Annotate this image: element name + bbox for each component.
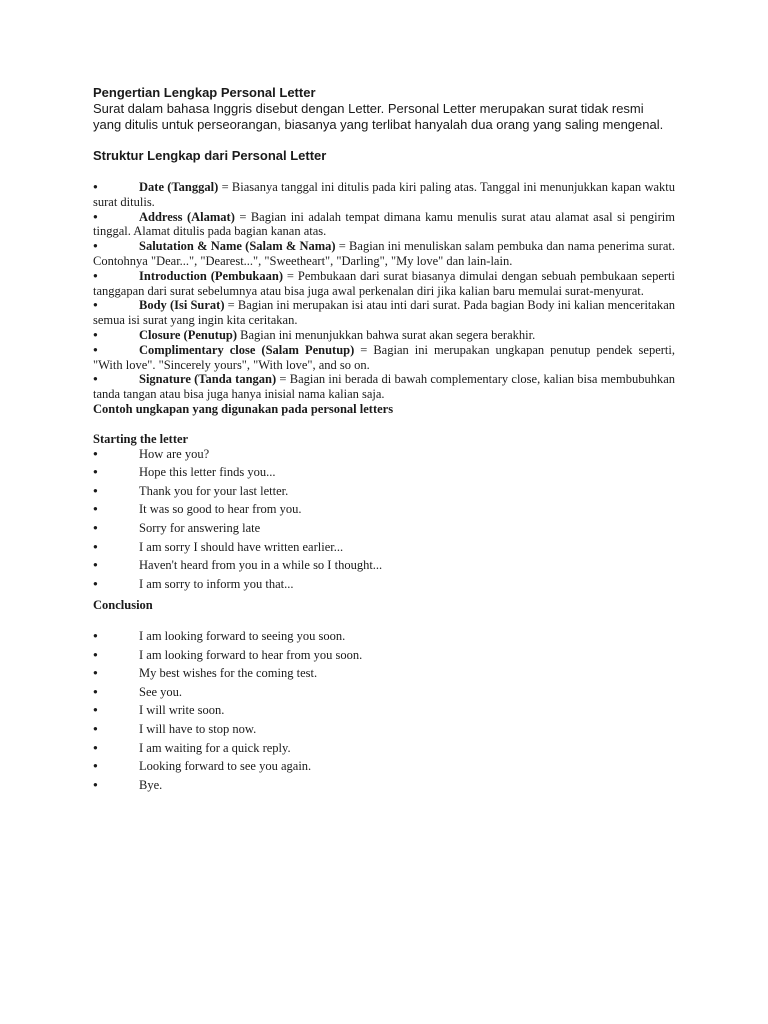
list-item <box>93 465 675 484</box>
bullet-icon: ● <box>93 631 98 641</box>
phrase-text: Thank you for your last letter. <box>139 483 289 498</box>
bullet-icon: ● <box>93 329 98 339</box>
phrase-text: Haven't heard from you in a while so I thought... <box>139 558 383 573</box>
structure-desc: Bagian ini menunjukkan bahwa surat akan segera berakhir. <box>237 327 536 342</box>
structure-item <box>93 328 675 343</box>
structure-term: Closure (Penutup) <box>139 327 238 342</box>
list-item <box>93 629 675 648</box>
phrase-text: I am waiting for a quick reply. <box>139 740 291 755</box>
structure-term: Signature (Tanda tangan) <box>139 372 277 387</box>
document-page <box>93 85 675 796</box>
bullet-icon: ● <box>93 448 98 458</box>
list-item <box>93 778 675 797</box>
bullet-icon: ● <box>93 300 98 310</box>
bullet-icon: ● <box>93 270 98 280</box>
bullet-icon: ● <box>93 705 98 715</box>
structure-desc: = Pembukaan dari surat biasanya dimulai dengan sebuah pembukaan seperti tanggapan dari surat sebelumnya atau bisa juga awal perkenalan diri jika kalian baru memulai surat-menyurat. <box>93 268 675 298</box>
list-item <box>93 558 675 577</box>
structure-term: Address (Alamat) <box>139 209 235 224</box>
structure-desc: = Biasanya tanggal ini ditulis pada kiri paling atas. Tanggal ini menunjukkan kapan waktu surat ditulis. <box>93 180 675 209</box>
phrase-text: Sorry for answering late <box>139 520 261 535</box>
bullet-icon: ● <box>93 686 98 696</box>
intro-paragraph: Surat dalam bahasa Inggris disebut dengan Letter. Personal Letter merupakan surat tidak resmi yang ditulis untuk perseorangan, biasanya yang terlibat hanyalah dua orang yang saling mengenal. <box>93 101 664 132</box>
structure-item <box>93 343 675 373</box>
conclusion-heading: Conclusion <box>93 598 153 613</box>
bullet-icon: ● <box>93 344 98 354</box>
phrase-text: Bye. <box>139 777 163 792</box>
list-item <box>93 577 675 596</box>
bullet-icon: ● <box>93 241 98 251</box>
list-item <box>93 484 675 503</box>
phrase-text: Looking forward to see you again. <box>139 759 312 774</box>
phrase-text: I will write soon. <box>139 703 225 718</box>
starting-heading: Starting the letter <box>93 431 189 446</box>
structure-term: Complimentary close (Salam Penutup) <box>139 342 355 357</box>
structure-item <box>93 210 675 240</box>
structure-item <box>93 269 675 299</box>
examples-heading: Contoh ungkapan yang digunakan pada personal letters <box>93 401 394 416</box>
bullet-icon: ● <box>93 578 98 588</box>
phrase-text: See you. <box>139 684 183 699</box>
bullet-icon: ● <box>93 724 98 734</box>
document-heading: Pengertian Lengkap Personal Letter <box>93 85 316 100</box>
structure-item <box>93 372 675 402</box>
phrase-text: My best wishes for the coming test. <box>139 666 318 681</box>
phrase-text: It was so good to hear from you. <box>139 502 302 517</box>
structure-item <box>93 180 675 210</box>
structure-list <box>93 180 675 402</box>
bullet-icon: ● <box>93 522 98 532</box>
bullet-icon: ● <box>93 541 98 551</box>
phrase-text: I am sorry I should have written earlier... <box>139 539 344 554</box>
list-item <box>93 741 675 760</box>
structure-term: Body (Isi Surat) <box>139 298 225 313</box>
phrase-text: I am sorry to inform you that... <box>139 576 294 591</box>
bullet-icon: ● <box>93 504 98 514</box>
list-item <box>93 703 675 722</box>
starting-list <box>93 447 675 596</box>
bullet-icon: ● <box>93 211 98 221</box>
structure-desc: = Bagian ini merupakan isi atau inti dari surat. Pada bagian Body ini kalian menceritakan semua isi surat yang ingin kita ceritakan. <box>93 298 675 328</box>
list-item <box>93 540 675 559</box>
bullet-icon: ● <box>93 467 98 477</box>
bullet-icon: ● <box>93 649 98 659</box>
phrase-text: Hope this letter finds you... <box>139 465 276 480</box>
list-item <box>93 502 675 521</box>
phrase-text: I am looking forward to seeing you soon. <box>139 629 346 644</box>
structure-term: Date (Tanggal) <box>139 180 219 194</box>
phrase-text: I am looking forward to hear from you soon. <box>139 647 363 662</box>
bullet-icon: ● <box>93 560 98 570</box>
bullet-icon: ● <box>93 374 98 384</box>
bullet-icon: ● <box>93 779 98 789</box>
structure-desc: = Bagian ini merupakan ungkapan penutup pendek seperti, "With love". "Sincerely yours", "With love", and so on. <box>93 342 675 372</box>
bullet-icon: ● <box>93 668 98 678</box>
structure-desc: = Bagian ini menuliskan salam pembuka dan nama penerima surat. Contohnya "Dear...", "Dearest...", "Sweetheart", "Darling", "My love" dan lain-lain. <box>93 239 675 268</box>
conclusion-list <box>93 629 675 796</box>
list-item <box>93 666 675 685</box>
structure-heading: Struktur Lengkap dari Personal Letter <box>93 148 327 163</box>
list-item <box>93 722 675 741</box>
structure-desc: = Bagian ini berada di bawah complementary close, kalian bisa membubuhkan tanda tangan atau bisa juga hanya inisial nama kalian saja. <box>93 372 675 402</box>
structure-term: Introduction (Pembukaan) <box>139 268 283 283</box>
structure-desc: = Bagian ini adalah tempat dimana kamu menulis surat atau alamat asal si pengirim tinggal. Alamat ditulis pada bagian kanan atas. <box>93 209 675 239</box>
phrase-text: How are you? <box>139 446 210 461</box>
structure-item <box>93 298 675 328</box>
bullet-icon: ● <box>93 182 98 191</box>
bullet-icon: ● <box>93 485 98 495</box>
list-item <box>93 685 675 704</box>
list-item <box>93 521 675 540</box>
phrase-text: I will have to stop now. <box>139 722 257 737</box>
structure-item <box>93 239 675 269</box>
list-item <box>93 648 675 667</box>
list-item <box>93 447 675 466</box>
bullet-icon: ● <box>93 742 98 752</box>
bullet-icon: ● <box>93 761 98 771</box>
structure-term: Salutation & Name (Salam & Nama) <box>139 239 336 254</box>
list-item <box>93 759 675 778</box>
